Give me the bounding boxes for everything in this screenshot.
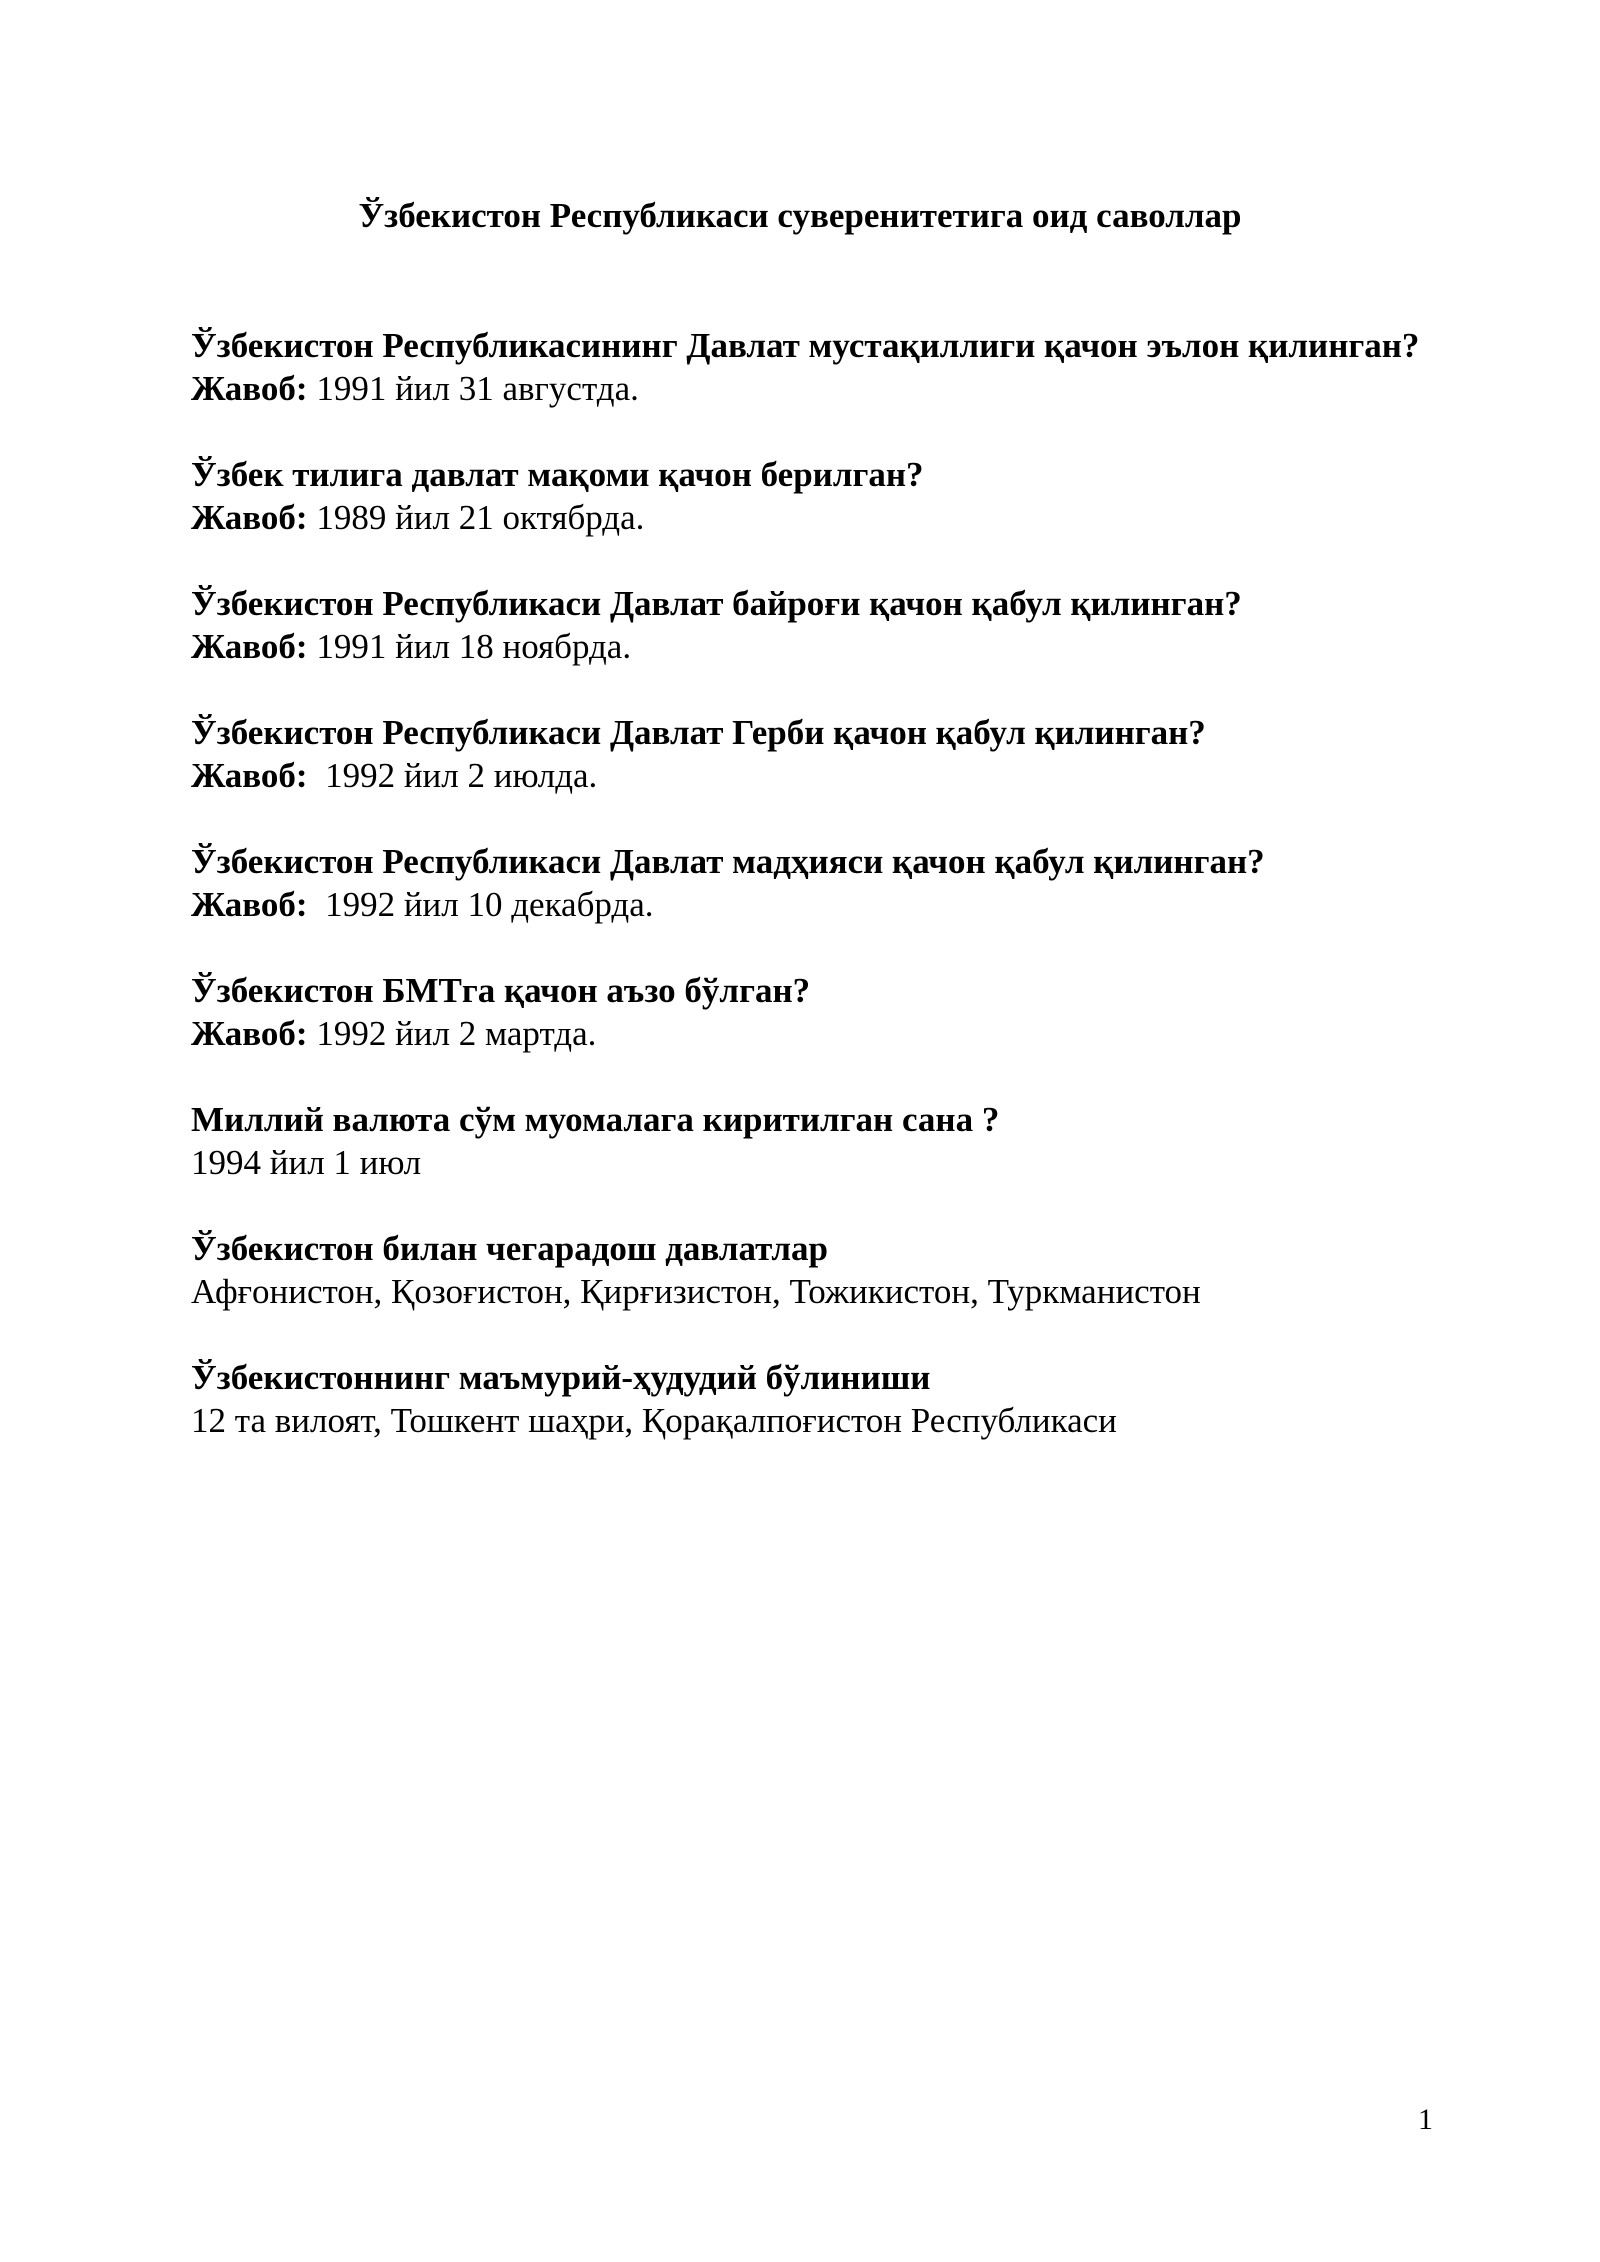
answer-7 <box>191 1141 1421 1184</box>
answer-label: Жавоб: <box>191 498 308 537</box>
answer-text: Афғонистон, Қозоғистон, Қирғизистон, Тожикистон, Туркманистон <box>191 1272 1201 1311</box>
answer-9 <box>191 1399 1421 1442</box>
answer-1 <box>191 367 1421 410</box>
answer-text: 1991 йил 18 ноябрда. <box>307 627 632 666</box>
question-4: Ўзбекистон Республикаси Давлат Герби қачон қабул қилинган? <box>191 713 1206 752</box>
qa-item-1 <box>191 324 1421 410</box>
answer-8 <box>191 1270 1421 1313</box>
question-9: Ўзбекистоннинг маъмурий-ҳудудий бўлиниши <box>191 1358 931 1397</box>
answer-text: 1994 йил 1 июл <box>191 1143 422 1182</box>
answer-5 <box>191 883 1421 926</box>
qa-item-3 <box>191 582 1421 668</box>
qa-item-7 <box>191 1098 1421 1184</box>
question-6: Ўзбекистон БМТга қачон аъзо бўлган? <box>191 971 811 1010</box>
answer-text: 1992 йил 2 июлда. <box>307 756 598 795</box>
qa-item-8 <box>191 1227 1421 1313</box>
answer-text: 1991 йил 31 августда. <box>307 369 639 408</box>
question-8: Ўзбекистон билан чегарадош давлатлар <box>191 1229 828 1268</box>
answer-text: 1992 йил 2 мартда. <box>307 1014 597 1053</box>
answer-label: Жавоб: <box>191 1014 308 1053</box>
qa-item-4 <box>191 711 1421 797</box>
question-5: Ўзбекистон Республикаси Давлат мадҳияси қачон қабул қилинган? <box>191 842 1265 881</box>
answer-4 <box>191 754 1421 797</box>
question-3: Ўзбекистон Республикаси Давлат байроғи қачон қабул қилинган? <box>191 584 1242 623</box>
answer-label: Жавоб: <box>191 369 308 408</box>
qa-item-9 <box>191 1356 1421 1442</box>
qa-list <box>191 324 1421 1485</box>
answer-text: 1992 йил 10 декабрда. <box>307 885 654 924</box>
question-2: Ўзбек тилига давлат мақоми қачон берилган? <box>191 455 924 494</box>
qa-item-6 <box>191 969 1421 1055</box>
qa-item-5 <box>191 840 1421 926</box>
qa-item-2 <box>191 453 1421 539</box>
answer-text: 12 та вилоят, Тошкент шаҳри, Қорақалпоғистон Республикаси <box>191 1401 1117 1440</box>
answer-label: Жавоб: <box>191 885 308 924</box>
page-number: 1 <box>1418 2103 1433 2136</box>
answer-6 <box>191 1012 1421 1055</box>
answer-text: 1989 йил 21 октябрда. <box>307 498 645 537</box>
question-1: Ўзбекистон Республикасининг Давлат мустақиллиги қачон эълон қилинган? <box>191 326 1420 365</box>
answer-2 <box>191 496 1421 539</box>
answer-label: Жавоб: <box>191 627 308 666</box>
question-7: Миллий валюта сўм муомалага киритилган сана ? <box>191 1100 1000 1139</box>
answer-label: Жавоб: <box>191 756 308 795</box>
page-title: Ўзбекистон Республикаси суверенитетига оид саволлар <box>358 196 1242 235</box>
answer-3 <box>191 625 1421 668</box>
